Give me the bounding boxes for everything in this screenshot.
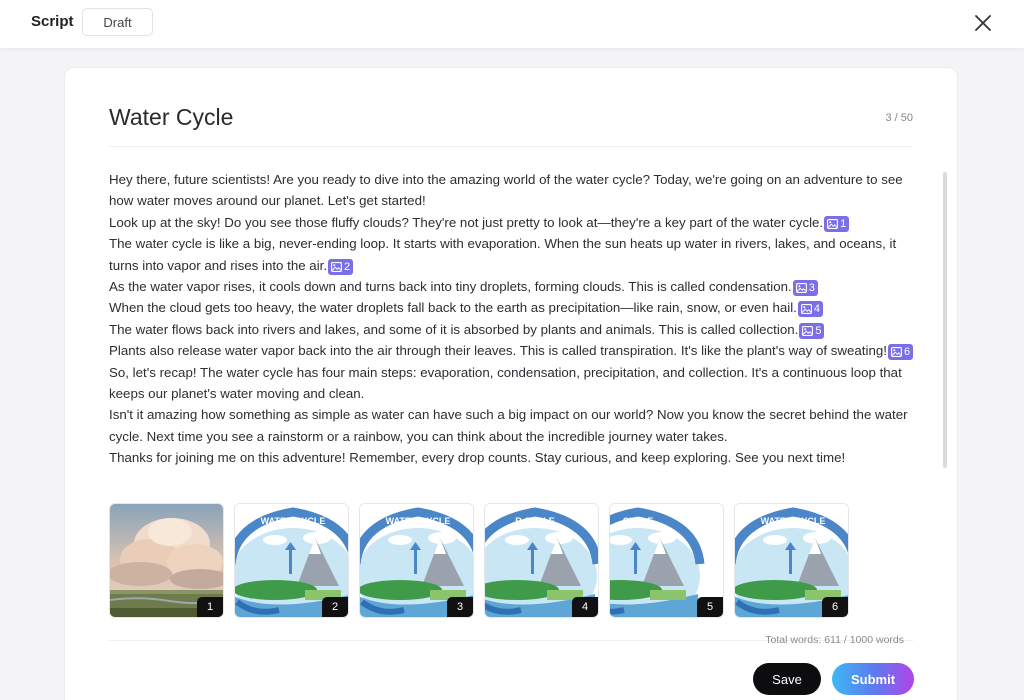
image-reference-tag[interactable] (793, 280, 818, 296)
svg-text:WATER CYCLE: WATER CYCLE (385, 516, 451, 526)
image-icon (827, 219, 838, 229)
image-icon (801, 304, 812, 314)
divider (109, 146, 913, 147)
image-thumbnail[interactable] (234, 503, 349, 618)
thumbnail-number-badge: 2 (322, 597, 348, 617)
image-thumbnail[interactable] (734, 503, 849, 618)
image-reference-tag[interactable] (328, 259, 353, 275)
image-reference-number: 3 (808, 282, 815, 295)
script-paragraph[interactable] (109, 447, 919, 468)
word-count: Total words: 611 / 1000 words (765, 634, 904, 646)
image-thumbnail[interactable] (609, 503, 724, 618)
image-reference-number: 1 (840, 217, 847, 230)
submit-button[interactable]: Submit (832, 663, 914, 695)
image-thumbnail[interactable] (359, 503, 474, 618)
thumbnail-number-badge: 1 (197, 597, 223, 617)
image-icon (331, 262, 342, 272)
paragraph-text: As the water vapor rises, it cools down and turns back into tiny droplets, forming clouds. This is called condensation. (109, 279, 792, 295)
image-reference-tag[interactable] (799, 323, 824, 339)
script-editor-card (64, 67, 958, 700)
script-paragraph[interactable] (109, 340, 919, 361)
paragraph-text: The water flows back into rivers and lakes, and some of it is absorbed by plants and animals. This is called collection. (109, 321, 799, 337)
paragraph-text: Thanks for joining me on this adventure! Remember, every drop counts. Stay curious, and keep exploring. See you next time! (109, 450, 846, 466)
svg-text:CYCLE: CYCLE (622, 516, 654, 526)
svg-text:R CYCLE: R CYCLE (515, 516, 555, 526)
draft-button[interactable]: Draft (82, 8, 153, 36)
document-title[interactable]: Water Cycle (109, 104, 234, 130)
image-reference-tag[interactable] (824, 216, 849, 232)
thumbnail-number-badge: 5 (697, 597, 723, 617)
image-icon (802, 326, 813, 336)
image-reference-tag[interactable] (798, 301, 823, 317)
thumbnail-number-badge: 4 (572, 597, 598, 617)
script-paragraph[interactable] (109, 362, 919, 405)
thumbnail-strip (109, 503, 849, 618)
script-paragraph[interactable] (109, 212, 919, 233)
paragraph-text: Plants also release water vapor back into the air through their leaves. This is called transpiration. It's like the plant's way of sweating! (109, 343, 887, 359)
image-thumbnail[interactable] (109, 503, 224, 618)
script-paragraph[interactable] (109, 276, 919, 297)
paragraph-text: When the cloud gets too heavy, the water droplets fall back to the earth as precipitation—like rain, snow, or even hail. (109, 300, 797, 316)
thumbnail-number-badge: 6 (822, 597, 848, 617)
image-icon (796, 283, 807, 293)
scrollbar[interactable] (943, 172, 947, 468)
image-icon (891, 347, 902, 357)
image-reference-number: 4 (813, 303, 821, 316)
script-paragraph[interactable] (109, 404, 919, 447)
svg-text:WATER CYCLE: WATER CYCLE (260, 516, 326, 526)
script-paragraph[interactable] (109, 233, 919, 276)
page-title: Script (31, 13, 74, 30)
paragraph-text: Hey there, future scientists! Are you ready to dive into the amazing world of the water cycle? Today, we're going on an adventure to see how water moves around our planet. Let's get started! (109, 172, 903, 209)
paragraph-text: Look up at the sky! Do you see those fluffy clouds? They're not just pretty to look at—they're a key part of the water cycle. (109, 214, 824, 230)
paragraph-text: The water cycle is like a big, never-ending loop. It starts with evaporation. When the sun heats up water in rivers, lakes, and oceans, it turns into vapor and rises into the air. (109, 236, 897, 273)
thumbnail-number-badge: 3 (447, 597, 473, 617)
image-reference-number: 2 (344, 260, 351, 273)
paragraph-text: Isn't it amazing how something as simple as water can have such a big impact on our world? Now you know the secret behind the water cycle. Next time you see a rainstorm or a rainbow, you can think about the incredible journey water takes. (109, 407, 908, 444)
close-icon[interactable] (972, 12, 994, 34)
script-paragraph[interactable] (109, 169, 919, 212)
script-body[interactable] (109, 169, 919, 469)
image-reference-number: 6 (903, 346, 911, 359)
paragraph-text: So, let's recap! The water cycle has four main steps: evaporation, condensation, precipitation, and collection. It's a continuous loop that keeps our planet's water moving and clean. (109, 364, 902, 402)
title-char-count: 3 / 50 (885, 112, 913, 124)
image-thumbnail[interactable] (484, 503, 599, 618)
save-button[interactable]: Save (753, 663, 821, 695)
script-paragraph[interactable] (109, 297, 919, 318)
script-paragraph[interactable] (109, 319, 919, 340)
top-bar (0, 0, 1024, 48)
image-reference-tag[interactable] (888, 344, 913, 360)
image-reference-number: 5 (815, 324, 822, 337)
svg-text:WATER CYCLE: WATER CYCLE (760, 516, 826, 526)
